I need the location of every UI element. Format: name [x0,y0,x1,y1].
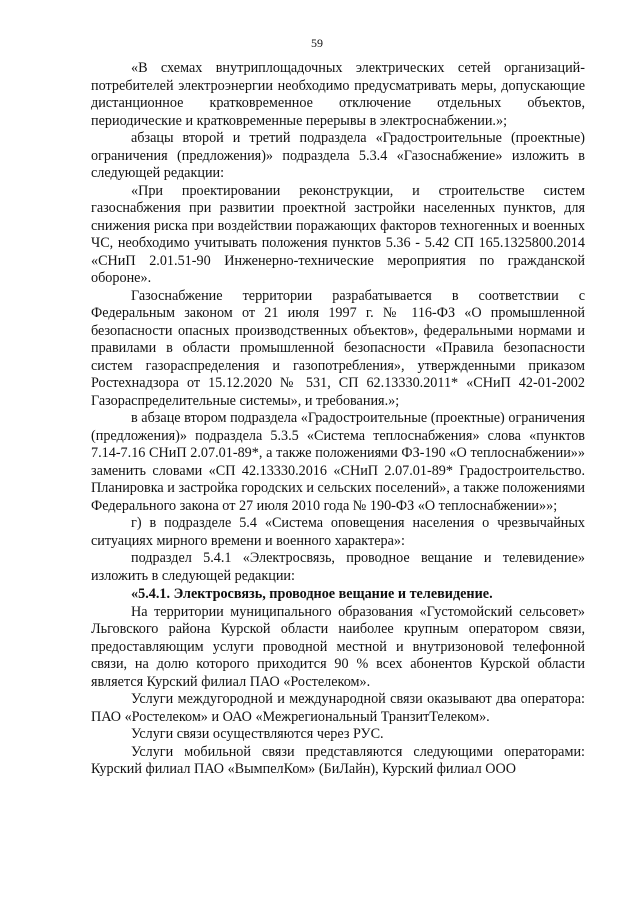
paragraph: г) в подразделе 5.4 «Система оповещения населения о чрезвычайных ситуациях мирного времени и военного характера»: [91,515,585,549]
paragraph: Услуги мобильной связи представляются следующими операторами: Курский филиал ПАО «ВымпелКом» (БиЛайн), Курский филиал ООО [91,743,585,777]
paragraph: «В схемах внутриплощадочных электрических сетей организаций-потребителей электроэнергии необходимо предусматривать меры, допускающие дистанционное кратковременное отключение отдельных объектов, периодические и кратковременные перерывы в электроснабжении.»; [91,60,585,129]
document-body [91,60,585,779]
paragraph: подраздел 5.4.1 «Электросвязь, проводное вещание и телевидение» изложить в следующей редакции: [91,550,585,584]
paragraph: На территории муниципального образования «Густомойский сельсовет» Льговского района Курской области наиболее крупным оператором связи, предоставляющим услуги проводной местной и внутризоновой телефонной связи, на долю которого приходится 90 % всех абонентов Курской области является Курский филиал ПАО «Ростелеком». [91,603,585,690]
section-heading [91,586,585,604]
paragraph: Услуги междугородной и международной связи оказывают два оператора: ПАО «Ростелеком» и ОАО «Межрегиональный ТранзитТелеком». [91,691,585,725]
paragraph: абзацы второй и третий подраздела «Градостроительные (проектные) ограничения (предложения)» подраздела 5.3.4 «Газоснабжение» изложить в следующей редакции: [91,130,585,181]
paragraph: Услуги связи осуществляются через РУС. [131,726,384,742]
paragraph: Газоснабжение территории разрабатывается в соответствии с Федеральным законом от 21 июля 1997 г. № 116-ФЗ «О промышленной безопасности опасных производственных объектов», федеральными нормами и правилами в области промышленной безопасности «Правила безопасности систем газораспределения и газопотребления», утвержденными приказом Ростехнадзора от 15.12.2020 № 531, СП 62.13330.2011* «СНиП 42-01-2002 Газораспределительные системы», и требования.»; [91,287,585,409]
section-heading-text: «5.4.1. Электросвязь, проводное вещание и телевидение. [131,586,493,602]
paragraph: в абзаце втором подраздела «Градостроительные (проектные) ограничения (предложения)» подраздела 5.3.5 «Система теплоснабжения» слова «пунктов 7.14-7.16 СНиП 2.07.01-89*, а также положениями ФЗ-190 «О теплоснабжении»» заменить словами «СП 42.13330.2016 «СНиП 2.07.01-89* Градостроительство. Планировка и застройка городских и сельских поселений», а также положениями Федерального закона от 27 июля 2010 года № 190-ФЗ «О теплоснабжении»»; [91,410,585,514]
paragraph: «При проектировании реконструкции, и строительстве систем газоснабжения при развитии проектной застройки населенных пунктов, для снижения риска при воздействии поражающих факторов техногенных и военных ЧС, необходимо учитывать положения пунктов 5.36 - 5.42 СП 165.1325800.2014 «СНиП 2.01.51-90 Инженерно-технические мероприятия по гражданской обороне». [91,182,585,286]
page-number: 59 [311,36,323,50]
